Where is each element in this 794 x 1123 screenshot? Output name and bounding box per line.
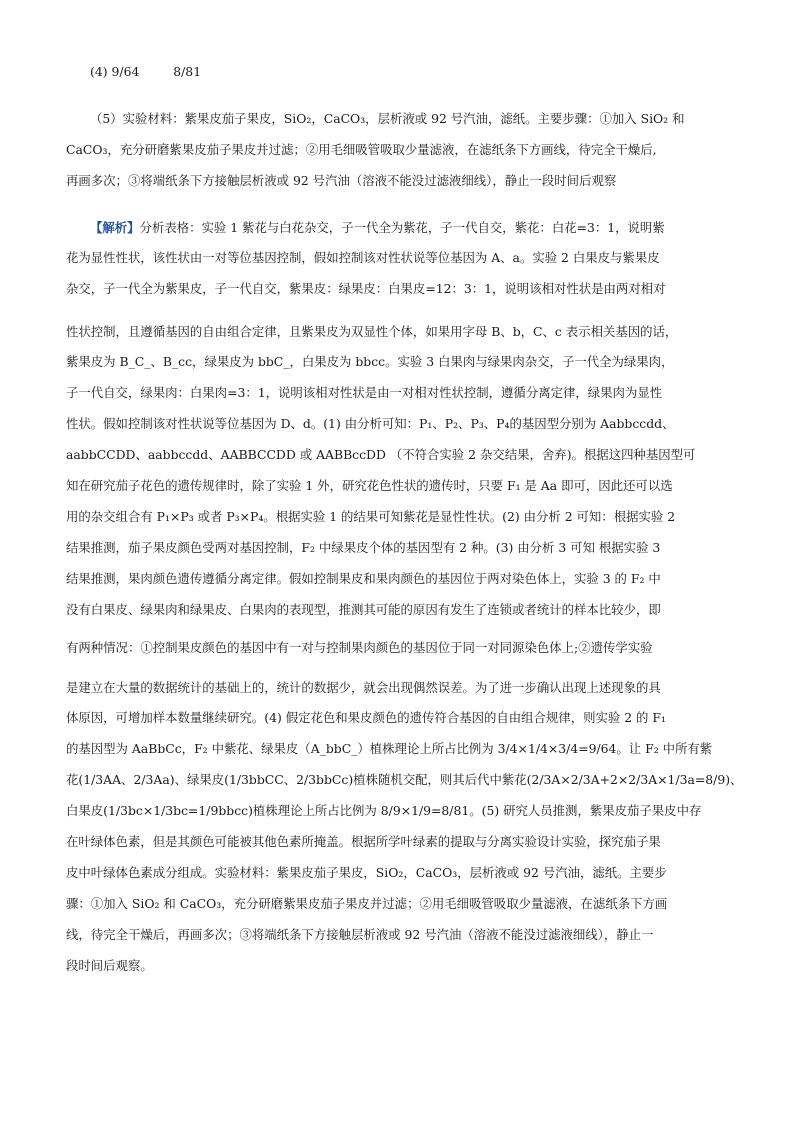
analysis-line-17: 的基因型为 AaBbCc，F₂ 中紫花、绿果皮（A_bbC_）植株理论上所占比例为 3/4×1/4×3/4=9/64。让 F₂ 中所有紫 bbox=[66, 741, 713, 756]
analysis-line-11: 结果推测，茄子果皮颜色受两对基因控制，F₂ 中绿果皮个体的基因型有 2 种。(3) 由分析 3 可知 根据实验 3 bbox=[66, 540, 661, 555]
analysis-line-22: 骤：①加入 SiO₂ 和 CaCO₃，充分研磨紫果皮茄子果皮并过滤；②用毛细吸管吸取少量滤液，在滤纸条下方画 bbox=[66, 896, 668, 911]
answer-4-line bbox=[90, 64, 201, 80]
analysis-line-2: 花为显性性状，该性状由一对等位基因控制，假如控制该对性状说等位基因为 A、a。实验 2 白果皮与紫果皮 bbox=[66, 250, 660, 265]
analysis-tag: 【解析】 bbox=[90, 220, 140, 235]
analysis-line-21: 皮中叶绿体色素成分组成。实验材料：紫果皮茄子果皮，SiO₂，CaCO₃，层析液或 92 号汽油，滤纸。主要步 bbox=[66, 865, 667, 880]
analysis-line-7: 性状。假如控制该对性状说等位基因为 D、d。(1) 由分析可知：P₁、P₂、P₃、P₄的基因型分别为 Aabbccdd、 bbox=[66, 416, 675, 431]
analysis-line-5: 紫果皮为 B_C_、B_cc，绿果皮为 bbC_，白果皮为 bbcc。实验 3 白果肉与绿果肉杂交，子一代全为绿果肉， bbox=[66, 354, 674, 369]
analysis-line-4: 性状控制，且遵循基因的自由组合定律，且紫果皮为双显性个体，如果用字母 B、b，C、c 表示相关基因的话， bbox=[66, 324, 678, 339]
answer-4-value-2: 8/81 bbox=[173, 64, 202, 79]
answer-4-label: (4) bbox=[90, 64, 108, 79]
analysis-line-14: 有两种情况：①控制果皮颜色的基因中有一对与控制果肉颜色的基因位于同一对同源染色体上;②遗传学实验 bbox=[66, 640, 653, 655]
analysis-line-10: 用的杂交组合有 P₁×P₃ 或者 P₃×P₄。根据实验 1 的结果可知紫花是显性性状。(2) 由分析 2 可知：根据实验 2 bbox=[66, 509, 676, 524]
answer-4-value-1: 9/64 bbox=[111, 64, 140, 79]
analysis-line-19: 白果皮(1/3bc×1/3bc=1/9bbcc)植株理论上所占比例为 8/9×1/9=8/81。(5) 研究人员推测，紫果皮茄子果皮中存 bbox=[66, 803, 702, 818]
analysis-line-3: 杂交，子一代全为紫果皮，子一代自交，紫果皮：绿果皮：白果皮=12：3：1，说明该相对性状是由两对相对 bbox=[66, 281, 666, 296]
analysis-line-1 bbox=[90, 220, 665, 236]
analysis-line-13: 没有白果皮、绿果肉和绿果皮、白果肉的表现型，推测其可能的原因有发生了连锁或者统计的样本比较少，即 bbox=[66, 602, 661, 617]
analysis-line-8: aabbCCDD、aabbccdd、AABBCCDD 或 AABBccDD （不符合实验 2 杂交结果，舍弃)。根据这四种基因型可 bbox=[66, 447, 696, 462]
analysis-line-15: 是建立在大量的数据统计的基础上的，统计的数据少，就会出现偶然误差。为了进一步确认出现上述现象的具 bbox=[66, 680, 661, 695]
analysis-line-16: 体原因，可增加样本数量继续研究。(4) 假定花色和果皮颜色的遗传符合基因的自由组合规律，则实验 2 的 F₁ bbox=[66, 710, 666, 725]
analysis-line-6: 子一代自交，绿果肉：白果肉=3：1，说明该相对性状是由一对相对性状控制，遵循分离定律，绿果肉为显性 bbox=[66, 385, 663, 400]
analysis-line-12: 结果推测，果肉颜色遗传遵循分离定律。假如控制果皮和果肉颜色的基因位于两对染色体上，实验 3 的 F₂ 中 bbox=[66, 571, 661, 586]
analysis-line-18: 花(1/3AA、2/3Aa)、绿果皮(1/3bbCC、2/3bbCc)植株随机交配，则其后代中紫花(2/3A×2/3A+2×2/3A×1/3a=8/9)、 bbox=[66, 772, 743, 787]
analysis-line-9: 知在研究茄子花色的遗传规律时，除了实验 1 外，研究花色性状的遗传时，只要 F₁ 是 Aa 即可，因此还可以选 bbox=[66, 478, 673, 493]
answer-5-line-3: 再画多次；③将端纸条下方接触层析液或 92 号汽油（溶液不能没过滤液细线），静止一段时间后观察 bbox=[66, 173, 617, 188]
analysis-line-20: 在叶绿体色素，但是其颜色可能被其他色素所掩盖。根据所学叶绿素的提取与分离实验设计实验，探究茄子果 bbox=[66, 834, 661, 849]
answer-5-line-2: CaCO₃，充分研磨紫果皮茄子果皮并过滤；②用毛细吸管吸取少量滤液，在滤纸条下方画线，待完全干燥后, bbox=[66, 142, 657, 157]
analysis-first-line: 分析表格：实验 1 紫花与白花杂交，子一代全为紫花，子一代自交，紫花：白花=3：1，说明紫 bbox=[139, 220, 665, 235]
answer-5-line-1: （5）实验材料：紫果皮茄子果皮，SiO₂，CaCO₃，层析液或 92 号汽油，滤纸。主要步骤：①加入 SiO₂ 和 bbox=[90, 111, 685, 126]
analysis-line-24: 段时间后观察。 bbox=[66, 958, 153, 973]
analysis-line-23: 线，待完全干燥后，再画多次；③将端纸条下方接触层析液或 92 号汽油（溶液不能没过滤液细线），静止一 bbox=[66, 927, 654, 942]
